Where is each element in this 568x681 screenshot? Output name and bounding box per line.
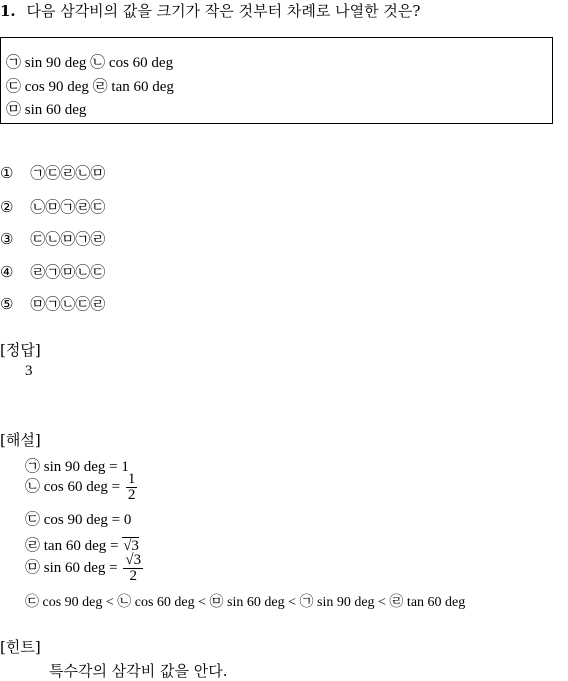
question-heading	[0, 0, 420, 21]
fraction-one-half	[126, 472, 138, 503]
question-text: 다음 삼각비의 값을 크기가 작은 것부터 차례로 나열한 것은?	[26, 2, 421, 20]
fraction-numerator: √3	[125, 552, 142, 568]
hint-text: 특수각의 삼각비 값을 안다.	[49, 662, 228, 680]
option-4-text: ㉣㉠㉤㉡㉢	[30, 263, 106, 281]
option-2[interactable]	[0, 196, 105, 217]
box-line-2: ㉢ cos 90 deg ㉣ tan 60 deg	[6, 79, 174, 95]
option-1-mark: ①	[0, 164, 14, 182]
option-4-mark: ④	[0, 263, 14, 281]
question-number: 1.	[0, 2, 16, 20]
answer-label: [정답]	[0, 341, 41, 359]
fraction-numerator: 1	[127, 471, 136, 487]
option-3[interactable]	[0, 228, 105, 249]
option-1-text: ㉠㉢㉣㉡㉤	[30, 164, 106, 182]
option-5-mark: ⑤	[0, 295, 14, 313]
explanation-line-3-lhs: ㉢ cos 90 deg =	[25, 512, 121, 528]
option-5-text: ㉤㉠㉡㉢㉣	[30, 295, 106, 313]
explanation-line-2	[25, 472, 139, 503]
option-5[interactable]	[0, 293, 105, 314]
explanation-line-4	[25, 534, 139, 555]
option-2-mark: ②	[0, 198, 14, 216]
option-4[interactable]	[0, 261, 105, 282]
explanation-line-1-lhs: ㉠ sin 90 deg =	[25, 459, 118, 475]
conditions-box	[0, 37, 553, 124]
option-2-text: ㉡㉤㉠㉣㉢	[30, 198, 106, 216]
option-3-text: ㉢㉡㉤㉠㉣	[30, 230, 106, 248]
explanation-line-4-lhs: ㉣ tan 60 deg =	[25, 538, 119, 554]
answer-value: 3	[25, 363, 33, 379]
option-1[interactable]	[0, 162, 105, 183]
hint-label: [힌트]	[0, 638, 41, 656]
explanation-line-4-rhs: √3	[123, 538, 139, 554]
explanation-label: [해설]	[0, 431, 41, 449]
explanation-line-3-rhs: 0	[123, 512, 132, 528]
fraction-denominator: 2	[127, 487, 136, 503]
explanation-line-5-lhs: ㉤ sin 60 deg =	[25, 559, 118, 576]
option-3-mark: ③	[0, 230, 14, 248]
explanation-line-3	[25, 508, 131, 529]
fraction-denominator: 2	[129, 568, 137, 584]
box-line-1: ㉠ sin 90 deg ㉡ cos 60 deg	[6, 55, 174, 71]
explanation-line-1-rhs: 1	[121, 459, 129, 475]
explanation-line-5	[25, 553, 145, 584]
explanation-order: ㉢ cos 90 deg < ㉡ cos 60 deg < ㉤ sin 60 deg < ㉠ sin 90 deg < ㉣ tan 60 deg	[25, 595, 466, 610]
fraction-root3-over-2	[123, 553, 143, 584]
explanation-line-2-lhs: ㉡ cos 60 deg =	[25, 478, 121, 495]
box-line-3: ㉤ sin 60 deg	[6, 102, 87, 118]
